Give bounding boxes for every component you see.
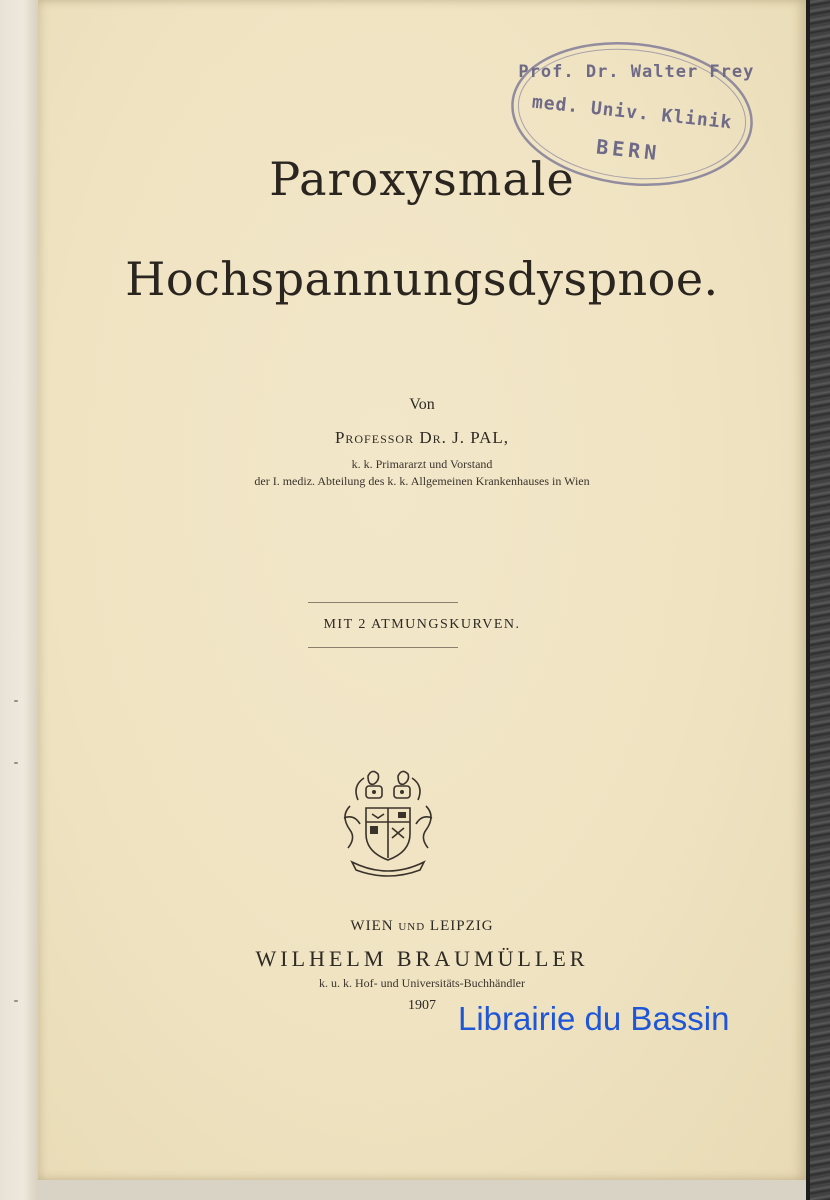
author-title: Professor Dr.: [334, 428, 447, 447]
publisher-cities: [38, 918, 806, 935]
bookseller-watermark: Librairie du Bassin: [458, 1000, 730, 1037]
city-leipzig: LEIPZIG: [429, 918, 494, 934]
publisher-crest-icon: [338, 766, 438, 882]
city-wien: WIEN: [350, 918, 394, 934]
title-page: [38, 0, 806, 1180]
author-name: [38, 428, 806, 448]
stamp-line-2: med. Univ. Klinik: [530, 91, 734, 134]
publisher-role: k. u. k. Hof- und Universitäts-Buchhändler: [319, 976, 525, 990]
author-surname: J. PAL,: [452, 428, 510, 447]
und-word: UND: [398, 921, 426, 933]
stamp-line-1: Prof. Dr. Walter Frey: [518, 62, 755, 83]
rule-top: [308, 602, 458, 603]
curves-note: MIT 2 ATMUNGSKURVEN.: [323, 617, 521, 632]
author-affiliation-1: k. k. Primararzt und Vorstand: [351, 457, 493, 471]
publisher-name: WILHELM BRAUMÜLLER: [255, 946, 589, 971]
rule-bottom: [308, 647, 458, 648]
author-affiliation-2: der I. mediz. Abteilung des k. k. Allgemeinen Krankenhauses in Wien: [254, 474, 590, 488]
stamp-line-3: BERN: [595, 134, 662, 166]
title-line-2: Hochspannungsdyspnoe.: [125, 252, 719, 306]
by-label: Von: [409, 396, 435, 413]
publication-year: 1907: [408, 998, 436, 1013]
book-cover-edge: [806, 0, 830, 1200]
adjacent-page-edge: [0, 0, 38, 1200]
title-line-1: Paroxysmale: [269, 152, 575, 206]
